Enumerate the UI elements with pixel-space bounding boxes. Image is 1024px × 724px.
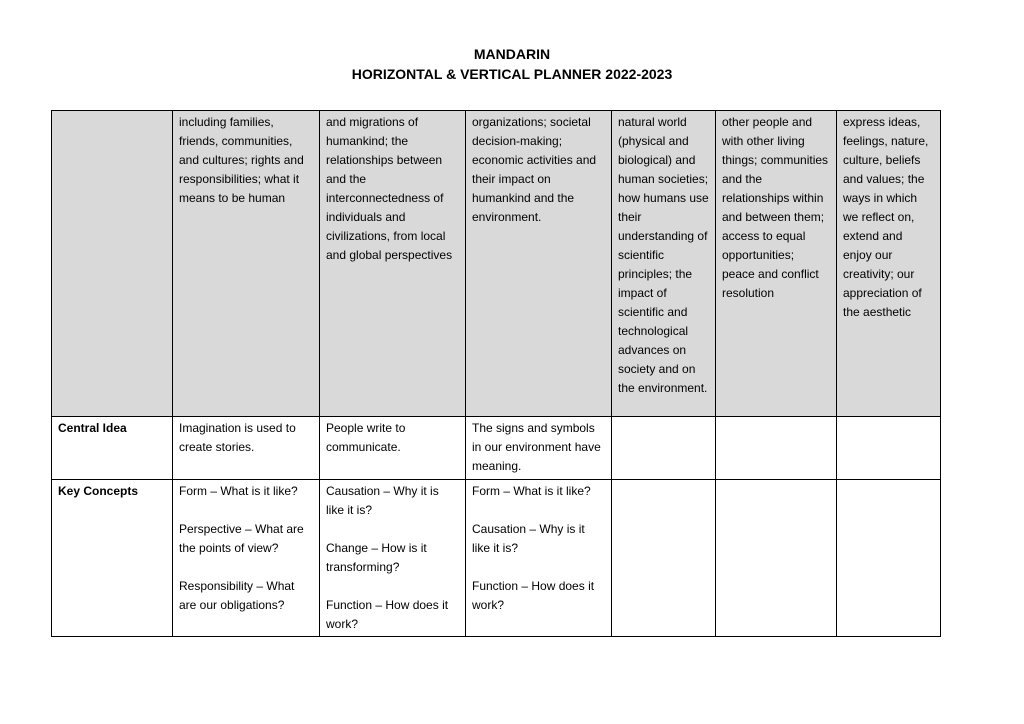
table-cell: organizations; societal decision-making; economic activities and their impact on humankind and the environment. [466, 111, 612, 417]
table-cell: natural world (physical and biological) and human societies; how humans use their understanding of scientific principles; the impact of scientific and technological advances on society and on the environment. [612, 111, 716, 417]
table-cell: Form – What is it like? Causation – Why is it like it is? Function – How does it work? [466, 480, 612, 637]
table-cell [716, 417, 837, 480]
table-cell: Imagination is used to create stories. [173, 417, 320, 480]
table-row-key-concepts [52, 480, 941, 637]
table-cell: Causation – Why it is like it is? Change – How is it transforming? Function – How does it work? [320, 480, 466, 637]
document-title [0, 44, 1024, 84]
planner-table [51, 110, 941, 637]
table-cell: including families, friends, communities, and cultures; rights and responsibilities; what it means to be human [173, 111, 320, 417]
table-cell [612, 417, 716, 480]
table-cell [612, 480, 716, 637]
table-cell: and migrations of humankind; the relationships between and the interconnectedness of individuals and civilizations, from local and global perspectives [320, 111, 466, 417]
table-cell: The signs and symbols in our environment have meaning. [466, 417, 612, 480]
row-label-key-concepts: Key Concepts [52, 480, 173, 637]
title-planner: HORIZONTAL & VERTICAL PLANNER 2022-2023 [351, 66, 673, 82]
table-cell [837, 480, 941, 637]
row-label-central-idea: Central Idea [52, 417, 173, 480]
table-row-theme-descriptions [52, 111, 941, 417]
table-cell: People write to communicate. [320, 417, 466, 480]
title-subject: MANDARIN [473, 46, 551, 62]
table-cell: express ideas, feelings, nature, culture, beliefs and values; the ways in which we reflect on, extend and enjoy our creativity; our appreciation of the aesthetic [837, 111, 941, 417]
table-row-central-idea [52, 417, 941, 480]
table-cell: Form – What is it like? Perspective – What are the points of view? Responsibility – What are our obligations? [173, 480, 320, 637]
table-cell [716, 480, 837, 637]
table-cell: other people and with other living things; communities and the relationships within and between them; access to equal opportunities; peace and conflict resolution [716, 111, 837, 417]
table-cell [837, 417, 941, 480]
row-label-empty [52, 111, 173, 417]
